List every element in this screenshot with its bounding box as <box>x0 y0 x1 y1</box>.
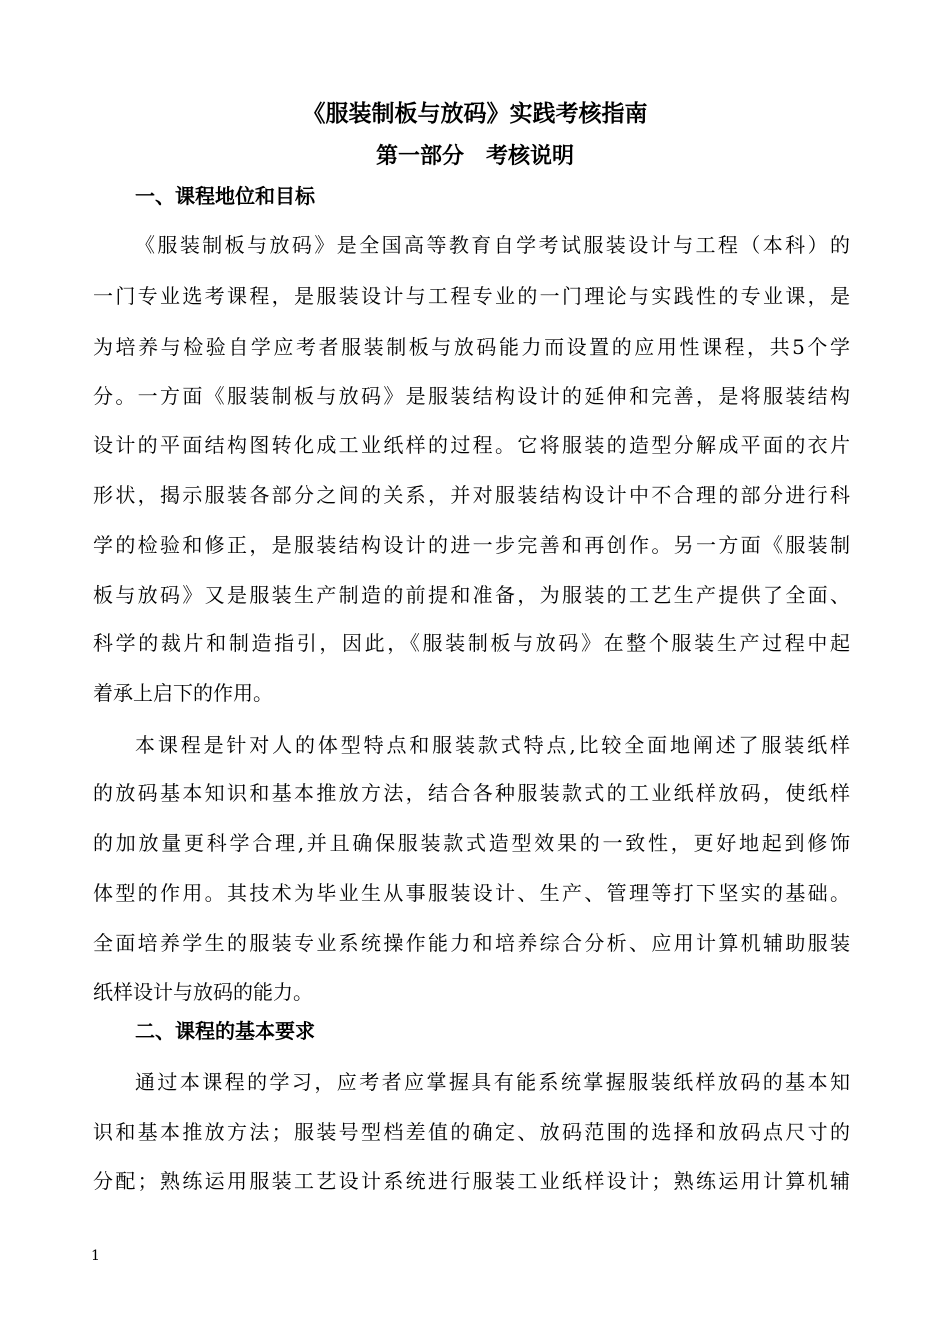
section-heading: 一、课程地位和目标 <box>135 184 315 208</box>
paragraph-line: 通过本课程的学习，应考者应掌握具有能系统掌握服装纸样放码的基本知 <box>135 1070 850 1094</box>
paragraph-line: 学的检验和修正，是服装结构设计的进一步完善和再创作。另一方面《服装制 <box>93 533 850 557</box>
paragraph-line: 着承上启下的作用。 <box>93 681 273 705</box>
paragraph-line: 的加放量更科学合理,并且确保服装款式造型效果的一致性，更好地起到修饰 <box>93 831 850 855</box>
paragraph-line: 科学的裁片和制造指引，因此，《服装制板与放码》在整个服装生产过程中起 <box>93 631 850 655</box>
paragraph-line: 设计的平面结构图转化成工业纸样的过程。它将服装的造型分解成平面的衣片 <box>93 433 850 457</box>
page-number: 1 <box>91 1248 100 1264</box>
paragraph-line: 识和基本推放方法；服装号型档差值的确定、放码范围的选择和放码点尺寸的 <box>93 1120 850 1144</box>
paragraph-line: 形状，揭示服装各部分之间的关系，并对服装结构设计中不合理的部分进行科 <box>93 483 850 507</box>
paragraph-line: 《服装制板与放码》是全国高等教育自学考试服装设计与工程（本科）的 <box>135 233 850 257</box>
document-title: 《服装制板与放码》实践考核指南 <box>302 101 648 127</box>
part-title: 第一部分 考核说明 <box>375 144 574 169</box>
paragraph-line: 的放码基本知识和基本推放方法，结合各种服装款式的工业纸样放码，使纸样 <box>93 781 850 805</box>
paragraph-line: 分。一方面《服装制板与放码》是服装结构设计的延伸和完善，是将服装结构 <box>93 384 850 408</box>
section-heading: 二、课程的基本要求 <box>135 1019 315 1043</box>
paragraph-line: 为培养与检验自学应考者服装制板与放码能力而设置的应用性课程，共5个学 <box>93 335 850 359</box>
paragraph-line: 板与放码》又是服装生产制造的前提和准备，为服装的工艺生产提供了全面、 <box>93 583 850 607</box>
paragraph-line: 全面培养学生的服装专业系统操作能力和培养综合分析、应用计算机辅助服装 <box>93 931 850 955</box>
paragraph-line: 分配；熟练运用服装工艺设计系统进行服装工业纸样设计；熟练运用计算机辅 <box>93 1169 850 1193</box>
paragraph-line: 纸样设计与放码的能力。 <box>93 980 313 1004</box>
paragraph-line: 一门专业选考课程，是服装设计与工程专业的一门理论与实践性的专业课，是 <box>93 284 850 308</box>
paragraph-line: 体型的作用。其技术为毕业生从事服装设计、生产、管理等打下坚实的基础。 <box>93 881 850 905</box>
paragraph-line: 本课程是针对人的体型特点和服装款式特点,比较全面地阐述了服装纸样 <box>135 733 850 757</box>
